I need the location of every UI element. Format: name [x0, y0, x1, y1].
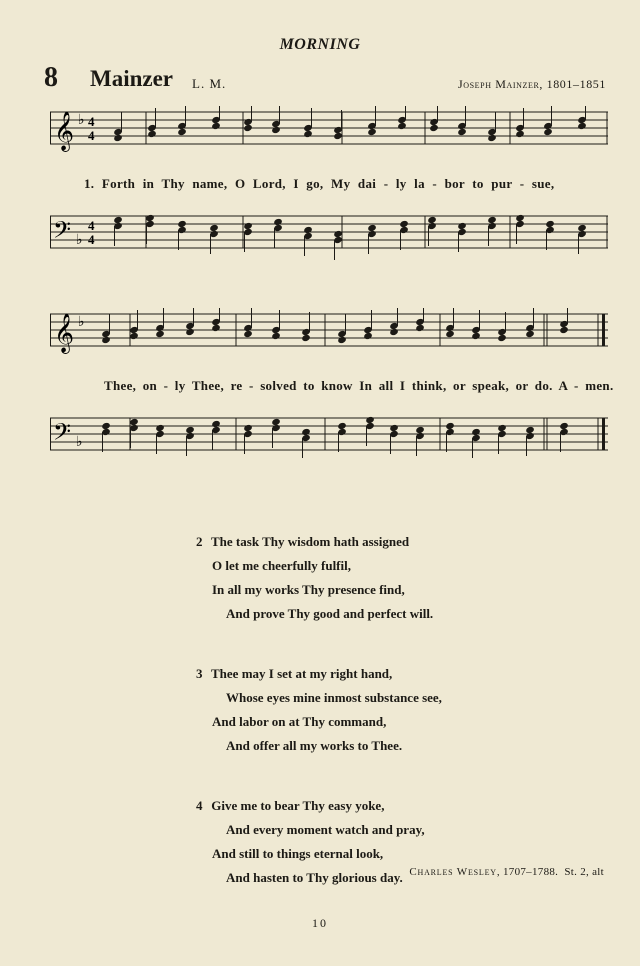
note-head	[243, 124, 253, 132]
note-head	[397, 122, 407, 130]
note-head	[497, 334, 507, 342]
note-head	[363, 332, 373, 340]
treble-notes-2	[101, 308, 569, 344]
treble-staff-2	[50, 308, 610, 354]
note-head	[177, 128, 187, 136]
bass-staff-1	[50, 206, 610, 270]
note-head	[101, 336, 111, 344]
note-head	[445, 330, 455, 338]
stanza-line: 4 Give me to bear Thy easy yoke,	[196, 794, 536, 818]
stanza-line: And still to things eternal look,	[212, 846, 384, 861]
section-title: MORNING	[279, 36, 361, 53]
bass-notes-2	[101, 416, 569, 458]
svg-text:4: 4	[88, 128, 95, 143]
note-head	[147, 130, 157, 138]
treble-clef-icon: 𝄞	[54, 313, 75, 353]
lyrics-line-1: 1. Forth in Thy name, O Lord, I go, My dai - ly la - bor to pur - sue,	[84, 176, 555, 191]
author-credit: Charles Wesley, 1707–1788. St. 2, alt	[409, 866, 604, 878]
treble-notes-1	[113, 106, 587, 142]
svg-text:♭: ♭	[78, 314, 85, 330]
stanza-line: In all my works Thy presence find,	[212, 582, 405, 597]
composer-credit: Joseph Mainzer, 1801–1851	[457, 77, 606, 91]
note-head	[113, 134, 123, 142]
stanza-line: And offer all my works to Thee.	[226, 738, 403, 753]
stanza-line: O let me cheerfully fulfil,	[212, 558, 351, 573]
hymn-number: 8	[44, 62, 58, 93]
stanza-line: 2 The task Thy wisdom hath assigned	[196, 530, 536, 554]
note-head	[185, 328, 195, 336]
note-head	[129, 332, 139, 340]
note-head	[429, 124, 439, 132]
tune-name: Mainzer	[90, 66, 174, 91]
note-head	[367, 128, 377, 136]
note-head	[155, 330, 165, 338]
svg-text:♭: ♭	[78, 112, 85, 128]
stanza-line: And hasten to Thy glorious day.	[226, 870, 403, 885]
bass-clef-icon: 𝄢	[53, 418, 72, 451]
page-number: 10	[312, 916, 328, 930]
note-head	[211, 122, 221, 130]
stanza-line: Whose eyes mine inmost substance see,	[226, 690, 442, 705]
stanza-number: 3	[196, 666, 203, 681]
stanza-number: 4	[196, 798, 203, 813]
note-head	[457, 128, 467, 136]
bass-notes-1	[113, 214, 587, 260]
note-head	[243, 330, 253, 338]
stanza-3	[196, 662, 536, 758]
svg-text:4: 4	[88, 232, 95, 247]
stanza-number: 2	[196, 534, 203, 549]
note-head	[559, 326, 569, 334]
note-head	[271, 332, 281, 340]
bass-clef-icon: 𝄢	[53, 216, 72, 249]
note-head	[303, 130, 313, 138]
note-head	[271, 126, 281, 134]
note-head	[471, 332, 481, 340]
meter: L. M.	[192, 76, 227, 91]
bass-staff-2	[50, 408, 610, 472]
svg-text:4: 4	[88, 114, 95, 129]
lyrics-line-2: Thee, on - ly Thee, re - solved to know In all I think, or speak, or do. A - men.	[104, 378, 614, 393]
note-head	[515, 130, 525, 138]
note-head	[301, 334, 311, 342]
treble-staff-1	[50, 106, 610, 152]
note-head	[389, 328, 399, 336]
note-head	[525, 330, 535, 338]
note-head	[211, 324, 221, 332]
note-head	[543, 128, 553, 136]
stanza-line: And every moment watch and pray,	[226, 822, 425, 837]
svg-text:4: 4	[88, 218, 95, 233]
note-head	[337, 336, 347, 344]
treble-clef-icon: 𝄞	[54, 111, 75, 151]
note-head	[577, 122, 587, 130]
stanza-line: 3 Thee may I set at my right hand,	[196, 662, 536, 686]
stanza-line: And prove Thy good and perfect will.	[226, 606, 434, 621]
note-head	[487, 134, 497, 142]
svg-text:♭: ♭	[76, 434, 83, 450]
note-head	[415, 324, 425, 332]
note-head	[333, 132, 343, 140]
svg-text:♭: ♭	[76, 232, 83, 248]
stanza-line: And labor on at Thy command,	[212, 714, 387, 729]
stanza-2	[196, 530, 536, 626]
